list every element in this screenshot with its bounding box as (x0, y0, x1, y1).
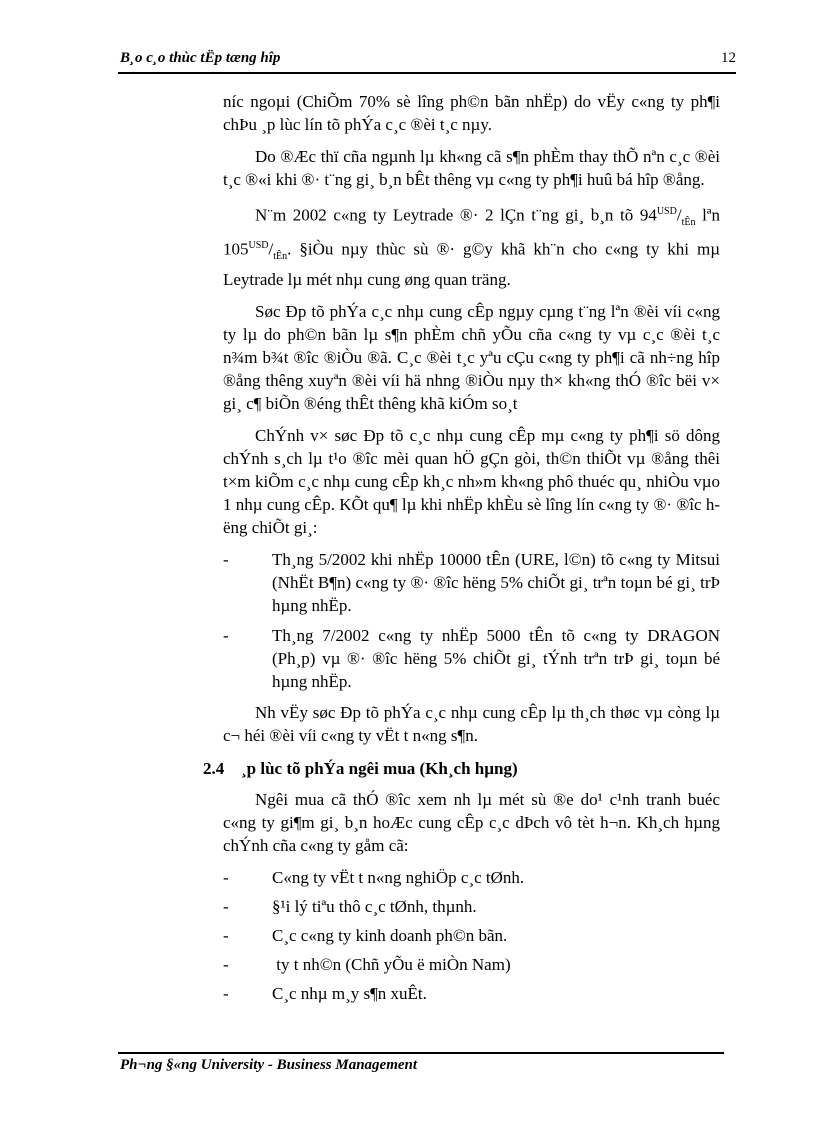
list-item: - Th¸ng 7/2002 c«ng ty nhËp 5000 tÊn tõ c«ng ty DRAGON (Ph¸p) vµ ®· ®îc hëng 5% chiÕt gi¸ tÝnh trªn trÞ gi¸ toµn bé hµng nhËp. (223, 626, 720, 692)
paragraph: Do ®Æc thï cña ngµnh lµ kh«ng cã s¶n phÈm thay thÕ nªn c¸c ®èi t¸c ®«i khi ®· t¨ng gi¸ b¸n bÊt thêng vµ c«ng ty ph¶i huû bá hîp ®ång. (223, 147, 720, 189)
list-item: - Th¸ng 5/2002 khi nhËp 10000 tÊn (URE, l©n) tõ c«ng ty Mitsui (NhËt B¶n) c«ng ty ®· ®îc hëng 5% chiÕt gi¸ trªn toµn bé gi¸ trÞ hµng nhËp. (223, 550, 720, 616)
footer-divider (118, 1052, 724, 1054)
unit-subscript: tÊn (681, 217, 696, 229)
section-number: 2.4 (203, 759, 225, 779)
paragraph: Nh vËy søc Ðp tõ phÝa c¸c nhµ cung cÊp lµ th¸ch thøc vµ còng lµ c¬ héi ®èi víi c«ng ty vËt t n«ng s¶n. (223, 703, 720, 746)
list-item: - C«ng ty vËt t n«ng nghiÖp c¸c tØnh. (223, 868, 525, 888)
unit-subscript: tÊn (273, 251, 288, 263)
page-number: 12 (721, 50, 736, 66)
document-body (203, 90, 721, 1013)
paragraph: ChÝnh v× søc Ðp tõ c¸c nhµ cung cÊp mµ c«ng ty ph¶i sö dông chÝnh s¸ch lµ t¹o ®îc mèi quan hÖ gÇn gòi, th©n thiÕt vµ ®ång thêi t×m kiÕm c¸c nhµ cung cÊp kh¸c nh»m kh«ng phô thuéc qu¸ nhiÒu vµo 1 nhµ cung cÊp. KÕt qu¶ lµ khi nhËp khÈu sè lîng lín c«ng ty ®· ®îc hëng chiÕt gi¸: (223, 426, 720, 538)
paragraph: Ngêi mua cã thÓ ®îc xem nh lµ mét sù ®e do¹ c¹nh tranh buéc c«ng ty gi¶m gi¸ b¸n hoÆc cung cÊp c¸c dÞch vô tèt h¬n. Kh¸ch hµng chÝnh cña c«ng ty gåm cã: (223, 790, 720, 856)
paragraph: níc ngoµi (ChiÕm 70% sè lîng ph©n bãn nhËp) do vËy c«ng ty ph¶i chÞu ¸p lùc lín tõ phÝa c¸c ®èi t¸c nµy. (223, 92, 720, 134)
list-item: - §¹i lý tiªu thô c¸c tØnh, thµnh. (223, 897, 477, 917)
list-item: - ty t nh©n (Chñ yÕu ë miÒn Nam) (223, 955, 511, 975)
section-title: ¸p lùc tõ phÝa ngêi mua (Kh¸ch hµng) (241, 759, 518, 779)
unit-superscript: USD (656, 206, 677, 217)
customer-list (223, 866, 720, 1005)
footer-text: Ph¬ng §«ng University - Business Management (120, 1057, 418, 1073)
price-text: N¨m 2002 c«ng ty Leytrade ®· 2 lÇn t¨ng gi¸ b¸n tõ 94 (255, 205, 657, 225)
supplier-discount-list (223, 548, 720, 693)
page-header (120, 48, 736, 72)
section-heading (203, 757, 720, 780)
header-divider (118, 72, 736, 74)
list-item: - C¸c c«ng ty kinh doanh ph©n bãn. (223, 926, 508, 946)
paragraph-prices: N¨m 2002 c«ng ty Leytrade ®· 2 lÇn t¨ng gi¸ b¸n tõ $94^{USD}/_{tÊn}$ lªn $105^{USD}/_{tÊn}$. §iÒu nµy thùc sù ®· g©y khã kh¨n cho c«ng ty khi mµ Leytrade lµ mét nhµ cung øng quan träng. (223, 205, 721, 290)
unit-superscript: USD (248, 240, 269, 252)
header-title: B¸o c¸o thùc tËp tæng hîp (120, 50, 281, 66)
paragraph: Søc Ðp tõ phÝa c¸c nhµ cung cÊp ngµy cµng t¨ng lªn ®èi víi c«ng ty lµ do ph©n bãn lµ s¶n phÈm chñ yÕu cña c«ng ty vµ c¸c ®èi t¸c n¾m b¾t ®îc ®iÒu ®ã. C¸c ®èi t¸c yªu cÇu c«ng ty ph¶i cã nh÷ng hîp ®ång thêng xuyªn ®èi víi hä nhng ®iÒu nµy th× kh«ng thÓ ®îc bëi v× gi¸ c¶ biÕn ®éng thÊt thêng khã kiÓm so¸t (223, 302, 720, 414)
list-item: - C¸c nhµ m¸y s¶n xuÊt. (223, 984, 427, 1004)
